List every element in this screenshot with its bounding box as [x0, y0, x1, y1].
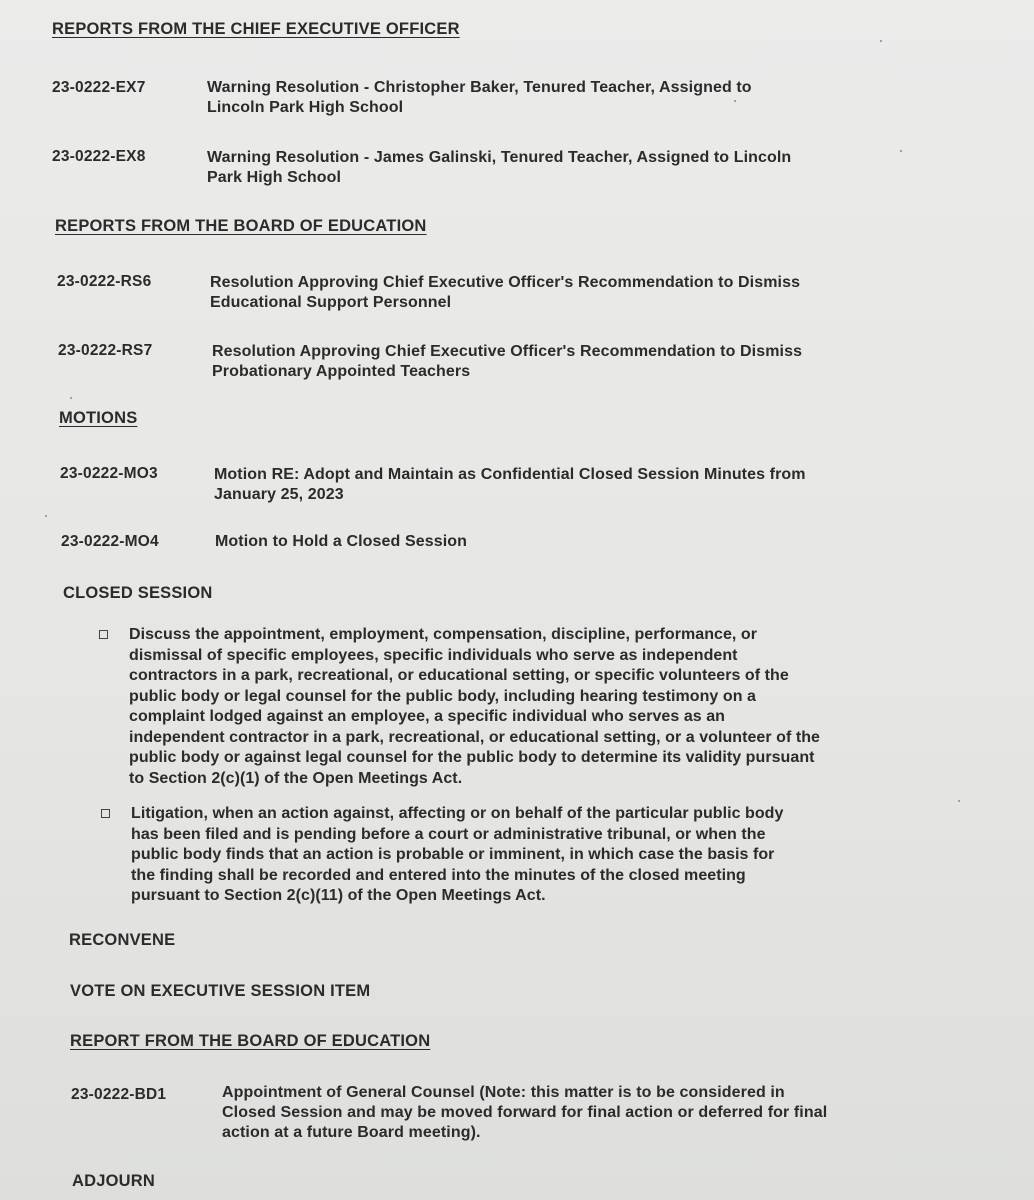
- section-heading-board-report: REPORT FROM THE BOARD OF EDUCATION: [70, 1032, 431, 1050]
- item-description-line: action at a future Board meeting).: [222, 1124, 481, 1141]
- section-heading-vote: VOTE ON EXECUTIVE SESSION ITEM: [70, 982, 371, 1000]
- section-heading-motions: MOTIONS: [59, 409, 138, 427]
- item-description-ex7: [207, 78, 752, 118]
- bullet-text-line: public body or legal counsel for the public body, including hearing testimony on a: [129, 687, 756, 705]
- dust-speck: [734, 100, 736, 102]
- bullet-text-line: public body or against legal counsel for the public body to determine its validity pursuant: [129, 749, 815, 766]
- checkbox-bullet-icon: [101, 809, 110, 818]
- item-description-bd1: [222, 1083, 827, 1143]
- item-description-line: Motion to Hold a Closed Session: [215, 533, 467, 550]
- item-description-line: Lincoln Park High School: [207, 99, 404, 116]
- bullet-text-line: dismissal of specific employees, specific individuals who serve as independent: [129, 646, 738, 664]
- bullet-text-line: Litigation, when an action against, affecting or on behalf of the particular public body: [131, 805, 784, 822]
- dust-speck: [958, 800, 960, 802]
- dust-speck: [900, 150, 902, 152]
- dust-speck: [880, 40, 882, 42]
- item-description-line: Warning Resolution - James Galinski, Tenured Teacher, Assigned to Lincoln: [207, 149, 792, 166]
- bullet-text-line: has been filed and is pending before a court or administrative tribunal, or when the: [131, 825, 766, 843]
- item-description-ex8: [207, 148, 791, 188]
- bullet-text-line: contractors in a park, recreational, or educational setting, or specific volunteers of the: [129, 667, 789, 684]
- section-heading-reconvene: RECONVENE: [69, 931, 176, 949]
- item-description-line: Closed Session and may be moved forward for final action or deferred for final: [222, 1104, 828, 1121]
- item-description-line: Resolution Approving Chief Executive Officer's Recommendation to Dismiss: [210, 274, 801, 291]
- bullet-text-line: independent contractor in a park, recreational, or educational setting, or a volunteer of the: [129, 728, 821, 746]
- item-description-line: Motion RE: Adopt and Maintain as Confidential Closed Session Minutes from: [214, 466, 806, 483]
- item-description-line: Resolution Approving Chief Executive Officer's Recommendation to Dismiss: [212, 343, 803, 360]
- item-description-line: Educational Support Personnel: [210, 294, 452, 311]
- bullet-text-line: public body finds that an action is probable or imminent, in which case the basis for: [131, 846, 775, 863]
- bullet-text-line: the finding shall be recorded and entered into the minutes of the closed meeting: [131, 866, 746, 884]
- section-heading-closed-session: CLOSED SESSION: [63, 584, 213, 602]
- item-code-rs6: 23-0222-RS6: [57, 273, 152, 290]
- closed-session-item-litigation: [131, 804, 783, 907]
- item-code-ex8: 23-0222-EX8: [52, 148, 146, 165]
- section-heading-ceo-reports: REPORTS FROM THE CHIEF EXECUTIVE OFFICER: [52, 20, 460, 38]
- item-description-line: January 25, 2023: [214, 486, 344, 503]
- item-description-rs7: [212, 342, 802, 382]
- bullet-text-line: complaint lodged against an employee, a specific individual who serves as an: [129, 708, 725, 725]
- item-description-line: Probationary Appointed Teachers: [212, 363, 471, 380]
- item-description-mo3: [214, 465, 806, 505]
- item-code-mo3: 23-0222-MO3: [60, 465, 158, 482]
- checkbox-bullet-icon: [99, 630, 108, 639]
- section-heading-board-reports: REPORTS FROM THE BOARD OF EDUCATION: [55, 217, 427, 235]
- bullet-text-line: Discuss the appointment, employment, compensation, discipline, performance, or: [129, 626, 758, 643]
- item-description-line: Park High School: [207, 169, 342, 186]
- item-description-line: Appointment of General Counsel (Note: this matter is to be considered in: [222, 1084, 785, 1101]
- closed-session-item-personnel: [129, 625, 820, 789]
- bullet-text-line: to Section 2(c)(1) of the Open Meetings Act.: [129, 769, 463, 787]
- item-code-mo4: 23-0222-MO4: [61, 533, 159, 550]
- bullet-text-line: pursuant to Section 2(c)(11) of the Open Meetings Act.: [131, 887, 546, 904]
- item-description-line: Warning Resolution - Christopher Baker, Tenured Teacher, Assigned to: [207, 79, 752, 96]
- item-code-bd1: 23-0222-BD1: [71, 1086, 167, 1103]
- section-heading-adjourn: ADJOURN: [72, 1172, 155, 1190]
- dust-speck: [70, 397, 72, 399]
- item-description-rs6: [210, 273, 800, 313]
- item-code-rs7: 23-0222-RS7: [58, 342, 153, 359]
- item-description-mo4: [215, 532, 467, 552]
- item-code-ex7: 23-0222-EX7: [52, 79, 146, 96]
- dust-speck: [45, 515, 47, 517]
